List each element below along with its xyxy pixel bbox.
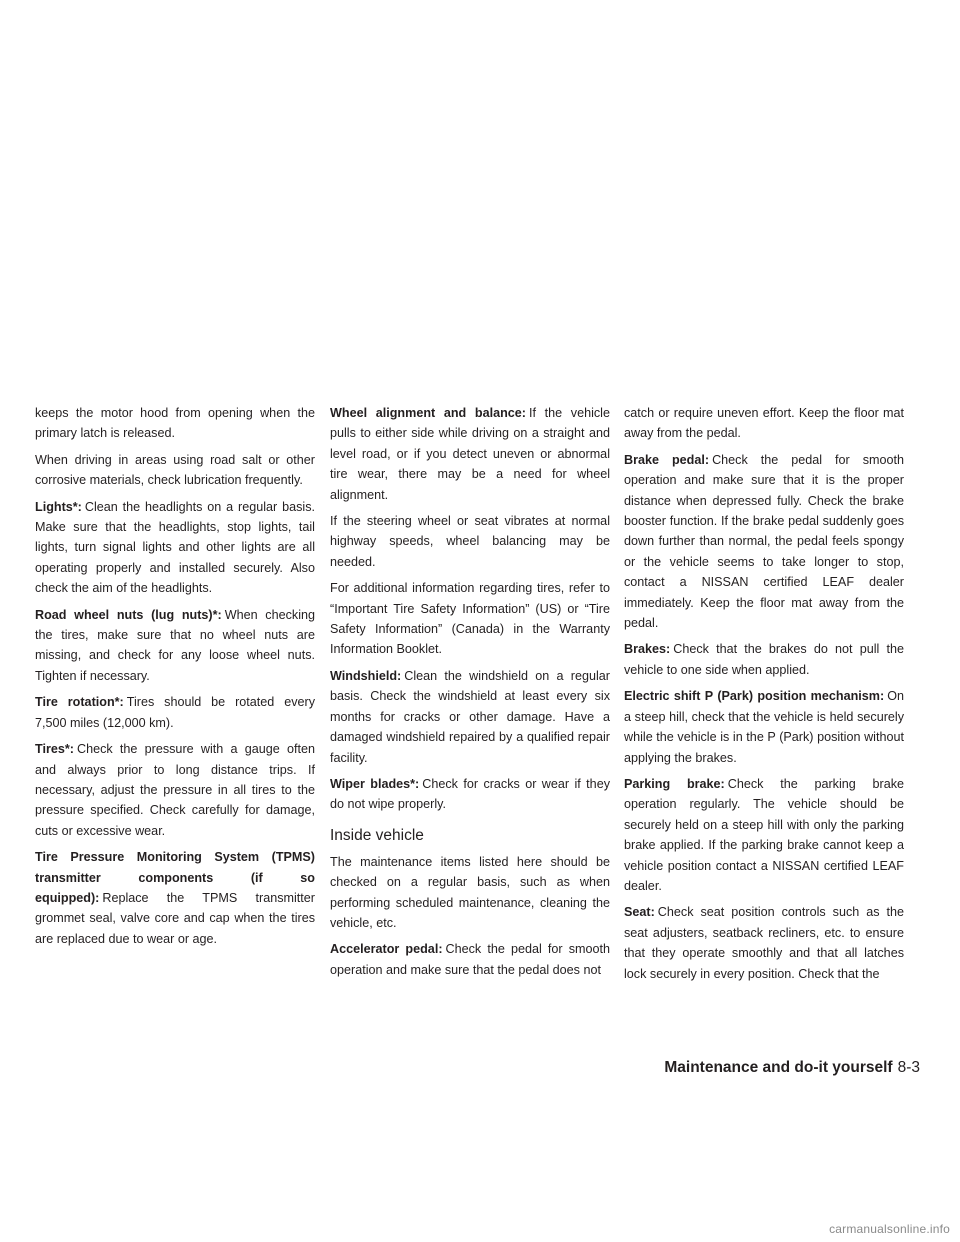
paragraph [624, 902, 904, 984]
text-column-3 [624, 403, 904, 990]
paragraph [330, 511, 610, 572]
paragraph [35, 450, 315, 491]
text-column-1 [35, 403, 315, 955]
paragraph-text: keeps the motor hood from opening when the primary latch is released. [35, 406, 315, 441]
site-watermark: carmanualsonline.info [829, 1222, 950, 1236]
paragraph-text: Check the pressure with a gauge often and always prior to long distance trips. If necessary, adjust the pressure in all tires to the pressure specified. Check carefully for damage, cuts or excessive wear. [35, 742, 315, 838]
paragraph [35, 847, 315, 949]
paragraph-text: If the vehicle pulls to either side while driving on a straight and level road, or if you detect uneven or abnormal tire wear, there may be a need for wheel alignment. [330, 406, 610, 502]
section-heading: Inside vehicle [330, 826, 424, 844]
paragraph [624, 686, 904, 768]
item-label: Seat: [624, 905, 655, 920]
paragraph-text: On a steep hill, check that the vehicle is held securely while the vehicle is in the P (Park) position without applying the brakes. [624, 689, 904, 765]
item-label: Windshield: [330, 668, 402, 683]
item-label: Accelerator pedal: [330, 942, 443, 957]
item-label: Road wheel nuts (lug nuts)*: [35, 607, 222, 622]
item-label: Wheel alignment and balance: [330, 406, 526, 420]
paragraph [330, 939, 610, 980]
page-footer [664, 1059, 920, 1077]
paragraph-text: Tires should be rotated every 7,500 miles (12,000 km). [35, 695, 315, 730]
paragraph-text: Check for cracks or wear if they do not wipe properly. [330, 776, 610, 812]
paragraph-text: When checking the tires, make sure that no wheel nuts are missing, and check for any loose wheel nuts. Tighten if necessary. [35, 607, 315, 683]
paragraph-text: Check the pedal for smooth operation and make sure that it is the proper distance when depressed fully. Check the brake booster function. If the brake pedal suddenly goes down further than normal, the pedal feels spongy or the vehicle seems to take longer to stop, contact a NISSAN certified LEAF dealer immediately. Keep the floor mat away from the pedal. [624, 452, 904, 631]
paragraph-text: Clean the windshield on a regular basis. Check the windshield at least every six months for cracks or other damage. Have a damaged windshield repaired by a qualified repair facility. [330, 668, 610, 765]
item-label: Parking brake: [624, 776, 725, 791]
paragraph [624, 774, 904, 896]
item-label: Wiper blades*: [330, 776, 420, 791]
item-label: Brakes: [624, 642, 671, 657]
paragraph [35, 403, 315, 444]
item-label: Brake pedal: [624, 452, 710, 467]
paragraph-text: When driving in areas using road salt or other corrosive materials, check lubrication frequently. [35, 452, 315, 488]
text-column-2 [330, 403, 610, 986]
item-label: Lights*: [35, 499, 82, 514]
paragraph [330, 578, 610, 660]
paragraph [330, 666, 610, 768]
paragraph-text: Replace the TPMS transmitter grommet seal, valve core and cap when the tires are replaced due to wear or age. [35, 890, 315, 946]
paragraph [35, 739, 315, 841]
paragraph-text: If the steering wheel or seat vibrates at normal highway speeds, wheel balancing may be needed. [330, 514, 610, 569]
paragraph-text: Check the pedal for smooth operation and make sure that the pedal does not [330, 942, 610, 977]
paragraph-text: For additional information regarding tires, refer to “Important Tire Safety Information” (US) or “Tire Safety Information” (Canada) in the Warranty Information Booklet. [330, 581, 610, 657]
paragraph-text: The maintenance items listed here should be checked on a regular basis, such as when performing scheduled maintenance, cleaning the vehicle, etc. [330, 854, 610, 930]
paragraph-text: Check seat position controls such as the seat adjusters, seatback recliners, etc. to ensure that they operate smoothly and that all latches lock securely in every position. Check that the [624, 905, 904, 981]
paragraph [35, 497, 315, 599]
footer-section-title: Maintenance and do-it yourself [664, 1059, 893, 1076]
item-label: Tire Pressure Monitoring System (TPMS) transmitter components (if so equipped): [35, 850, 315, 905]
paragraph [330, 852, 610, 934]
paragraph [624, 450, 904, 634]
paragraph-text: Clean the headlights on a regular basis. Make sure that the headlights, stop lights, tail lights, turn signal lights and other lights are all operating properly and installed securely. Also check the aim of the headlights. [35, 499, 315, 596]
paragraph [35, 692, 315, 733]
item-label: Electric shift P (Park) position mechanism: [624, 689, 885, 704]
paragraph [624, 639, 904, 680]
paragraph [624, 403, 904, 444]
paragraph [35, 605, 315, 687]
paragraph-text: Check the parking brake operation regularly. The vehicle should be securely held on a steep hill with only the parking brake applied. If the parking brake cannot keep a vehicle position contact a NISSAN certified LEAF dealer. [624, 776, 904, 893]
item-label: Tires*: [35, 742, 74, 757]
item-label: Tire rotation*: [35, 695, 124, 710]
paragraph-text: Check that the brakes do not pull the vehicle to one side when applied. [624, 642, 904, 677]
paragraph-text: catch or require uneven effort. Keep the floor mat away from the pedal. [624, 406, 904, 441]
page-number: 8-3 [897, 1059, 920, 1076]
paragraph [330, 403, 610, 505]
paragraph [330, 774, 610, 815]
